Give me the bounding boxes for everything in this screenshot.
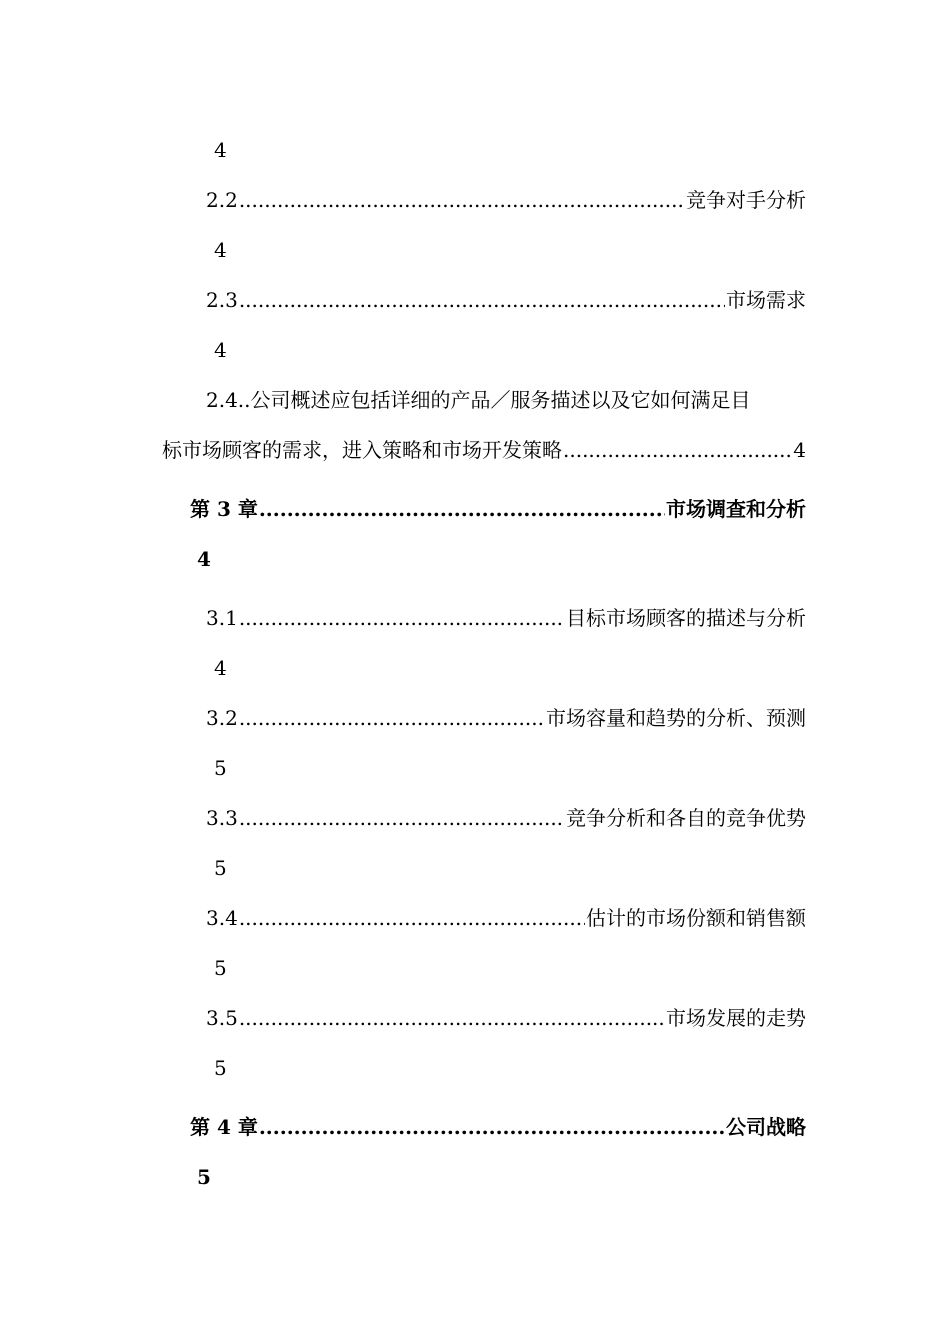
dot-leader (239, 286, 725, 314)
toc-entry-3-5[interactable] (206, 1004, 806, 1032)
toc-entry-title: 竞争对手分析 (686, 188, 806, 212)
dot-leader (563, 436, 792, 464)
toc-entry-title: 目标市场顾客的描述与分析 (566, 606, 806, 630)
toc-entry-number: 3.5 (206, 1006, 238, 1030)
dot-leader (239, 1004, 665, 1032)
dot-leader (239, 186, 685, 214)
toc-entry-title: 市场需求 (726, 288, 806, 312)
toc-entry-title: 竞争分析和各自的竞争优势 (566, 806, 806, 830)
toc-entry-3-1[interactable] (206, 604, 806, 632)
toc-entry-title: 标市场顾客的需求，进入策略和市场开发策略 (162, 438, 562, 462)
toc-page-number: 4 (214, 138, 227, 162)
toc-entry-title: 估计的市场份额和销售额 (586, 906, 806, 930)
toc-entry-3-4[interactable] (206, 904, 806, 932)
toc-entry-title: 市场容量和趋势的分析、预测 (546, 706, 806, 730)
toc-entry-number: 3.2 (206, 706, 238, 730)
toc-entry-3-2[interactable] (206, 704, 806, 732)
toc-entry-2-3[interactable] (206, 286, 806, 314)
dot-leader (239, 904, 585, 932)
toc-chapter-4[interactable] (190, 1113, 806, 1141)
toc-entry-number: 2.2 (206, 188, 238, 212)
toc-entry-2-4-line1[interactable]: 2.4..公司概述应包括详细的产品／服务描述以及它如何满足目 (206, 388, 751, 412)
toc-page-number: 5 (214, 956, 227, 980)
dot-leader (259, 1113, 725, 1141)
toc-page-number: 4 (214, 656, 227, 680)
toc-entry-2-2[interactable] (206, 186, 806, 214)
toc-page-number: 5 (197, 1165, 211, 1189)
toc-chapter-label: 第 3 章 (190, 497, 258, 521)
dot-leader (259, 495, 665, 523)
toc-page-number: 5 (214, 756, 227, 780)
dot-leader (239, 604, 565, 632)
toc-entry-number: 3.3 (206, 806, 238, 830)
dot-leader (239, 804, 565, 832)
toc-page-number: 4 (214, 238, 227, 262)
toc-entry-number: 2.3 (206, 288, 238, 312)
toc-entry-number: 3.1 (206, 606, 238, 630)
toc-chapter-title: 市场调查和分析 (666, 497, 806, 521)
toc-chapter-title: 公司战略 (726, 1115, 806, 1139)
toc-page-number: 5 (214, 1056, 227, 1080)
toc-page-number: 4 (197, 547, 211, 571)
toc-chapter-label: 第 4 章 (190, 1115, 258, 1139)
toc-page-number: 4 (214, 338, 227, 362)
toc-entry-3-3[interactable] (206, 804, 806, 832)
toc-page-number: 5 (214, 856, 227, 880)
dot-leader (239, 704, 545, 732)
toc-page-number: 4 (793, 438, 806, 462)
toc-entry-title: 市场发展的走势 (666, 1006, 806, 1030)
toc-entry-2-4-line2[interactable] (162, 436, 806, 464)
toc-entry-number: 3.4 (206, 906, 238, 930)
toc-chapter-3[interactable] (190, 495, 806, 523)
